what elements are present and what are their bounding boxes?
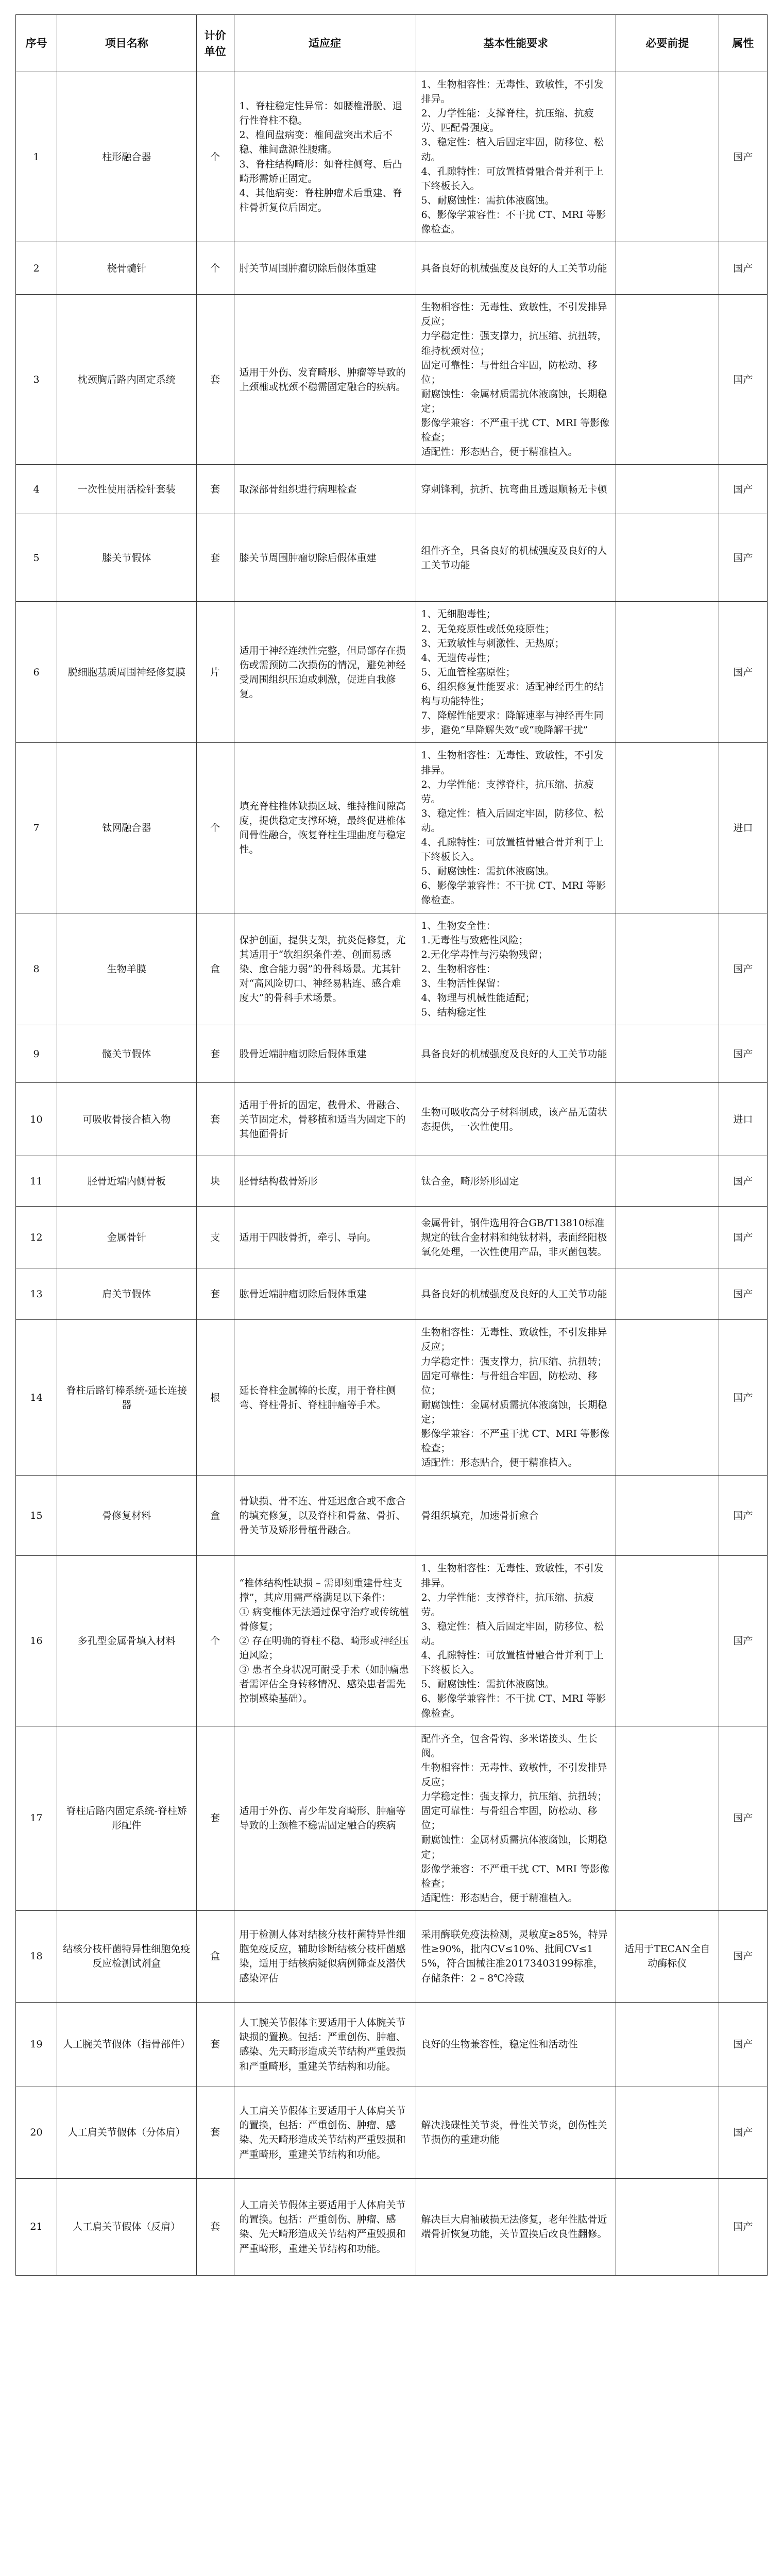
cell-indication (234, 2087, 416, 2178)
cell-requirements-line: 6、影像学兼容性：不干扰 CT、MRI 等影像检查。 (421, 1693, 606, 1719)
cell-unit: 个 (196, 743, 234, 913)
table-row (16, 602, 768, 743)
cell-attr: 国产 (719, 1726, 767, 1910)
cell-unit: 套 (196, 1083, 234, 1156)
cell-prereq (616, 1268, 719, 1320)
cell-indication (234, 1476, 416, 1556)
cell-name: 人工肩关节假体（反肩） (57, 2178, 197, 2275)
cell-attr: 国产 (719, 913, 767, 1025)
cell-name: 金属骨针 (57, 1207, 197, 1268)
cell-name: 脊柱后路内固定系统-脊柱矫形配件 (57, 1726, 197, 1910)
cell-prereq (616, 602, 719, 743)
cell-requirements (416, 242, 616, 295)
cell-requirements-line: 4、孔隙特性：可放置植骨融合骨并利于上下终板长入。 (421, 1650, 604, 1676)
cell-requirements-line: 组件齐全，具备良好的机械强度及良好的人工关节功能 (421, 545, 607, 571)
cell-attr: 国产 (719, 1207, 767, 1268)
header-attr: 属性 (719, 15, 767, 72)
cell-name: 可吸收骨接合植入物 (57, 1083, 197, 1156)
cell-attr: 国产 (719, 2087, 767, 2178)
cell-requirements-line: 1、生物相容性：无毒性、致敏性，不引发排异。 (421, 1563, 604, 1589)
cell-indication (234, 242, 416, 295)
cell-attr: 国产 (719, 1476, 767, 1556)
cell-attr: 国产 (719, 465, 767, 514)
cell-prereq (616, 743, 719, 913)
cell-seq: 12 (16, 1207, 57, 1268)
cell-requirements-line: 1、生物相容性：无毒性、致敏性，不引发排异。 (421, 79, 604, 105)
cell-name: 脊柱后路钉棒系统-延长连接器 (57, 1320, 197, 1476)
table-row (16, 1207, 768, 1268)
cell-prereq (616, 1207, 719, 1268)
cell-requirements-line: 4、物理与机械性能适配； (421, 992, 535, 1004)
cell-name: 骨修复材料 (57, 1476, 197, 1556)
header-name: 项目名称 (57, 15, 197, 72)
table-row (16, 465, 768, 514)
cell-name: 结核分枝杆菌特异性细胞免疫反应检测试剂盒 (57, 1910, 197, 2002)
cell-requirements (416, 1207, 616, 1268)
cell-seq: 7 (16, 743, 57, 913)
cell-seq: 2 (16, 242, 57, 295)
cell-indication-line: 适用于骨折的固定，截骨术、骨融合、关节固定术，骨移植和适当为固定下的其他面骨折 (239, 1099, 406, 1140)
cell-requirements (416, 1476, 616, 1556)
cell-requirements-line: 5、结构稳定性 (421, 1007, 486, 1019)
cell-unit: 块 (196, 1156, 234, 1207)
cell-indication-line: 肱骨近端肿瘤切除后假体重建 (239, 1288, 367, 1300)
cell-requirements-line: 2.无化学毒性与污染物残留； (421, 948, 548, 960)
cell-prereq (616, 1156, 719, 1207)
cell-unit: 套 (196, 514, 234, 602)
cell-unit: 套 (196, 2178, 234, 2275)
cell-requirements (416, 1083, 616, 1156)
table-row (16, 242, 768, 295)
cell-requirements (416, 913, 616, 1025)
cell-indication (234, 913, 416, 1025)
cell-requirements-line: 骨组织填充，加速骨折愈合 (421, 1510, 539, 1521)
cell-indication-line: 适用于神经连续性完整，但局部存在损伤或需预防二次损伤的情况，避免神经受周围组织压迫或刺激，促进自我修复。 (239, 645, 406, 700)
cell-prereq (616, 2002, 719, 2087)
cell-prereq (616, 2087, 719, 2178)
cell-indication (234, 1556, 416, 1726)
cell-requirements-line: 解决浅碟性关节炎，骨性关节炎，创伤性关节损伤的重建功能 (421, 2120, 607, 2146)
cell-attr: 国产 (719, 72, 767, 242)
cell-requirements-line: 2、无免疫原性或低免疫原性； (421, 623, 555, 635)
cell-indication-line: 2、椎间盘病变：椎间盘突出术后不稳、椎间盘源性腰痛。 (239, 129, 393, 156)
table-row (16, 1083, 768, 1156)
cell-requirements-line: 3、稳定性：植入后固定牢固，防移位、松动。 (421, 1620, 604, 1647)
cell-requirements-line: 5、耐腐蚀性：需抗体液腐蚀。 (421, 866, 555, 877)
cell-seq: 10 (16, 1083, 57, 1156)
cell-indication-line: 胫骨结构截骨矫形 (239, 1175, 318, 1187)
cell-name: 膝关节假体 (57, 514, 197, 602)
cell-indication-line: 适用于外伤、发育畸形、肿瘤等导致的上颈椎或枕颈不稳需固定融合的疾病。 (239, 366, 406, 393)
cell-indication-line: 膝关节周围肿瘤切除后假体重建 (239, 552, 377, 564)
cell-requirements-line: 5、无血管栓塞原性； (421, 666, 516, 678)
table-row (16, 1476, 768, 1556)
cell-requirements (416, 602, 616, 743)
cell-requirements-line: 6、组织修复性能要求：适配神经再生的结构与功能特性； (421, 681, 604, 707)
cell-indication (234, 465, 416, 514)
cell-requirements-line: 5、耐腐蚀性：需抗体液腐蚀。 (421, 194, 555, 206)
cell-name: 胫骨近端内侧骨板 (57, 1156, 197, 1207)
cell-prereq (616, 1726, 719, 1910)
cell-name: 肩关节假体 (57, 1268, 197, 1320)
cell-requirements-line: 固定可靠性：与骨组合牢固，防松动、移位； (421, 359, 598, 385)
cell-requirements-line: 3、生物活性保留： (421, 978, 506, 990)
cell-indication (234, 1910, 416, 2002)
cell-requirements-line: 2、力学性能：支撑脊柱，抗压缩、抗疲劳。 (421, 1591, 594, 1618)
cell-prereq (616, 913, 719, 1025)
cell-name: 髋关节假体 (57, 1025, 197, 1083)
header-indication: 适应症 (234, 15, 416, 72)
cell-unit: 个 (196, 72, 234, 242)
cell-indication-line: 取深部骨组织进行病理检查 (239, 483, 357, 495)
header-requirements: 基本性能要求 (416, 15, 616, 72)
cell-seq: 18 (16, 1910, 57, 2002)
cell-prereq (616, 2178, 719, 2275)
cell-requirements-line: 影像学兼容：不严重干扰 CT、MRI 等影像检查； (421, 417, 610, 444)
cell-requirements (416, 1156, 616, 1207)
cell-requirements (416, 2087, 616, 2178)
cell-requirements (416, 2002, 616, 2087)
cell-seq: 11 (16, 1156, 57, 1207)
cell-unit: 套 (196, 2087, 234, 2178)
cell-attr: 国产 (719, 602, 767, 743)
cell-attr: 国产 (719, 242, 767, 295)
cell-prereq (616, 514, 719, 602)
cell-unit: 盒 (196, 1476, 234, 1556)
cell-attr: 国产 (719, 2002, 767, 2087)
cell-prereq (616, 242, 719, 295)
cell-requirements-line: 具备良好的机械强度及良好的人工关节功能 (421, 1288, 607, 1300)
cell-requirements-line: 穿刺锋利，抗折、抗弯曲且透退顺畅无卡顿 (421, 483, 607, 495)
cell-requirements-line: 固定可靠性：与骨组合牢固，防松动、移位； (421, 1805, 598, 1832)
cell-unit: 套 (196, 465, 234, 514)
cell-requirements-line: 2、力学性能：支撑脊柱，抗压缩、抗疲劳、匹配骨强度。 (421, 108, 594, 134)
cell-requirements (416, 1726, 616, 1910)
cell-requirements-line: 耐腐蚀性：金属材质需抗体液腐蚀，长期稳定； (421, 1399, 607, 1426)
cell-requirements-line: 生物相容性：无毒性、致敏性，不引发排异反应； (421, 1327, 607, 1353)
cell-seq: 3 (16, 295, 57, 465)
cell-prereq (616, 72, 719, 242)
cell-unit: 套 (196, 1268, 234, 1320)
cell-seq: 14 (16, 1320, 57, 1476)
cell-indication-line: 用于检测人体对结核分枝杆菌特异性细胞免疫反应，辅助诊断结核分枝杆菌感染，适用于结核病疑似病例筛查及潜伏感染评估 (239, 1929, 406, 1984)
cell-unit: 套 (196, 2002, 234, 2087)
cell-requirements (416, 295, 616, 465)
cell-name: 人工腕关节假体（指骨部件） (57, 2002, 197, 2087)
cell-requirements-line: 6、影像学兼容性：不干扰 CT、MRI 等影像检查。 (421, 209, 606, 235)
cell-name: 桡骨髓针 (57, 242, 197, 295)
cell-seq: 1 (16, 72, 57, 242)
cell-requirements-line: 采用酶联免疫法检测，灵敏度≥85%，特异性≥90%，批内CV≤10%、批间CV≤15%，符合国械注准20173403199标准，存储条件：2 – 8℃冷藏 (421, 1929, 608, 1984)
cell-unit: 片 (196, 602, 234, 743)
cell-requirements (416, 743, 616, 913)
cell-seq: 13 (16, 1268, 57, 1320)
cell-requirements-line: 解决巨大肩袖破损无法修复，老年性肱骨近端骨折恢复功能，关节置换后改良性翻修。 (421, 2214, 607, 2240)
cell-requirements-line: 钛合金，畸形矫形固定 (421, 1175, 519, 1187)
cell-unit: 个 (196, 242, 234, 295)
table-row (16, 2087, 768, 2178)
cell-requirements-line: 良好的生物兼容性，稳定性和活动性 (421, 2039, 578, 2050)
cell-attr: 国产 (719, 1556, 767, 1726)
table-row (16, 2178, 768, 2275)
table-body (16, 72, 768, 2276)
cell-name: 一次性使用活检针套装 (57, 465, 197, 514)
cell-requirements-line: 2、生物相容性： (421, 963, 496, 975)
cell-seq: 8 (16, 913, 57, 1025)
cell-name: 脱细胞基质周围神经修复膜 (57, 602, 197, 743)
cell-indication (234, 295, 416, 465)
cell-attr: 国产 (719, 1025, 767, 1083)
cell-seq: 6 (16, 602, 57, 743)
cell-name: 人工肩关节假体（分体肩） (57, 2087, 197, 2178)
cell-indication-line: ③ 患者全身状况可耐受手术（如肿瘤患者需评估全身转移情况、感染患者需先控制感染基础）。 (239, 1664, 409, 1705)
cell-requirements-line: 影像学兼容：不严重干扰 CT、MRI 等影像检查； (421, 1863, 610, 1889)
materials-table (15, 14, 768, 2276)
header-seq: 序号 (16, 15, 57, 72)
cell-prereq (616, 1025, 719, 1083)
cell-prereq (616, 1083, 719, 1156)
cell-indication-line: 适用于四肢骨折，牵引、导向。 (239, 1231, 377, 1243)
table-row (16, 1726, 768, 1910)
cell-requirements-line: 1、无细胞毒性； (421, 608, 496, 620)
table-row (16, 295, 768, 465)
cell-indication-line: “椎体结构性缺损 – 需即刻重建骨柱支撑”，其应用需严格满足以下条件： (239, 1577, 402, 1603)
cell-unit: 支 (196, 1207, 234, 1268)
cell-prereq: 适用于TECAN全自动酶标仪 (616, 1910, 719, 2002)
cell-requirements-line: 具备良好的机械强度及良好的人工关节功能 (421, 1048, 607, 1060)
cell-indication (234, 1726, 416, 1910)
cell-indication-line: 人工肩关节假体主要适用于人体肩关节的置换。包括：严重创伤、肿瘤、感染、先天畸形造成关节结构严重毁损和严重畸形，重建关节结构和功能。 (239, 2199, 406, 2255)
cell-requirements-line: 生物相容性：无毒性、致敏性，不引发排异反应； (421, 301, 607, 328)
cell-prereq (616, 465, 719, 514)
cell-indication (234, 2178, 416, 2275)
cell-indication (234, 1083, 416, 1156)
cell-requirements-line: 力学稳定性：强支撑力，抗压缩、抗扭转，维持枕颈对位； (421, 330, 607, 357)
cell-indication (234, 2002, 416, 2087)
cell-seq: 19 (16, 2002, 57, 2087)
table-row (16, 913, 768, 1025)
cell-requirements (416, 2178, 616, 2275)
cell-requirements-line: 2、力学性能：支撑脊柱，抗压缩、抗疲劳。 (421, 778, 594, 805)
cell-indication (234, 1268, 416, 1320)
cell-unit: 套 (196, 1726, 234, 1910)
cell-prereq (616, 1556, 719, 1726)
cell-requirements-line: 7、降解性能要求：降解速率与神经再生同步，避免“早降解失效”或“晚降解干扰” (421, 710, 604, 736)
cell-indication-line: 延长脊柱金属棒的长度，用于脊柱侧弯、脊柱骨折、脊柱肿瘤等手术。 (239, 1384, 396, 1411)
cell-seq: 17 (16, 1726, 57, 1910)
cell-indication-line: 填充脊柱椎体缺损区域、维持椎间隙高度，提供稳定支撑环境，最终促进椎体间骨性融合，恢复脊柱生理曲度与稳定性。 (239, 800, 406, 856)
cell-requirements-line: 生物相容性：无毒性、致敏性，不引发排异反应； (421, 1761, 607, 1788)
cell-name: 生物羊膜 (57, 913, 197, 1025)
cell-requirements-line: 1.无毒性与致癌性风险； (421, 934, 529, 946)
table-row (16, 743, 768, 913)
table-row (16, 1268, 768, 1320)
cell-prereq (616, 1476, 719, 1556)
cell-indication-line: ① 病变椎体无法通过保守治疗或传统植骨修复； (239, 1606, 409, 1632)
cell-seq: 4 (16, 465, 57, 514)
cell-name: 钛网融合器 (57, 743, 197, 913)
cell-requirements-line: 配件齐全，包含骨钩、多米诺接头、生长阀。 (421, 1733, 598, 1759)
cell-unit: 套 (196, 295, 234, 465)
cell-requirements-line: 力学稳定性：强支撑力，抗压缩、抗扭转； (421, 1791, 607, 1803)
cell-requirements-line: 4、孔隙特性：可放置植骨融合骨并利于上下终板长入。 (421, 165, 604, 192)
cell-requirements-line: 1、生物相容性：无毒性、致敏性，不引发排异。 (421, 750, 604, 776)
cell-indication-line: 1、脊柱稳定性异常：如腰椎滑脱、退行性脊柱不稳。 (239, 100, 402, 127)
cell-seq: 20 (16, 2087, 57, 2178)
cell-requirements-line: 力学稳定性：强支撑力，抗压缩、抗扭转； (421, 1355, 607, 1367)
table-row (16, 72, 768, 242)
cell-unit: 盒 (196, 1910, 234, 2002)
cell-requirements-line: 3、稳定性：植入后固定牢固，防移位、松动。 (421, 807, 604, 834)
cell-requirements-line: 影像学兼容：不严重干扰 CT、MRI 等影像检查； (421, 1428, 610, 1454)
cell-attr: 国产 (719, 1268, 767, 1320)
cell-attr: 国产 (719, 295, 767, 465)
header-unit: 计价单位 (196, 15, 234, 72)
cell-requirements (416, 1268, 616, 1320)
table-row (16, 514, 768, 602)
cell-requirements-line: 6、影像学兼容性：不干扰 CT、MRI 等影像检查。 (421, 880, 606, 906)
cell-requirements-line: 金属骨针，钢件选用符合GB/T13810标准规定的钛合金材料和纯钛材料，表面经阳极氧化处理，一次性使用产品，非灭菌包装。 (421, 1217, 607, 1258)
cell-unit: 根 (196, 1320, 234, 1476)
cell-indication-line: 肘关节周围肿瘤切除后假体重建 (239, 262, 377, 274)
cell-unit: 个 (196, 1556, 234, 1726)
table-row (16, 1025, 768, 1083)
cell-attr: 国产 (719, 2178, 767, 2275)
cell-requirements (416, 1025, 616, 1083)
cell-requirements-line: 适配性：形态贴合，便于精准植入。 (421, 1892, 578, 1904)
cell-indication (234, 72, 416, 242)
cell-unit: 盒 (196, 913, 234, 1025)
table-row (16, 1556, 768, 1726)
cell-seq: 15 (16, 1476, 57, 1556)
cell-attr: 进口 (719, 1083, 767, 1156)
cell-requirements (416, 465, 616, 514)
cell-indication-line: 人工肩关节假体主要适用于人体肩关节的置换，包括：严重创伤、肿瘤、感染、先天畸形造成关节结构严重毁损和严重畸形，重建关节结构和功能。 (239, 2105, 406, 2160)
cell-indication-line: 适用于外伤、青少年发育畸形、肿瘤等导致的上颈椎不稳需固定融合的疾病 (239, 1805, 406, 1832)
cell-indication-line: 骨缺损、骨不连、骨延迟愈合或不愈合的填充修复，以及脊柱和骨盆、骨折、骨关节及矫形骨植骨融合。 (239, 1495, 406, 1536)
cell-attr: 国产 (719, 1910, 767, 2002)
cell-requirements (416, 514, 616, 602)
cell-seq: 16 (16, 1556, 57, 1726)
cell-requirements (416, 1320, 616, 1476)
cell-indication (234, 743, 416, 913)
cell-requirements-line: 固定可靠性：与骨组合牢固，防松动、移位； (421, 1370, 598, 1396)
cell-requirements-line: 生物可吸收高分子材料制成，该产品无菌状态提供，一次性使用。 (421, 1106, 607, 1132)
cell-indication (234, 1320, 416, 1476)
header-row (16, 15, 768, 72)
cell-indication-line: 3、脊柱结构畸形：如脊柱侧弯、后凸畸形需矫正固定。 (239, 158, 402, 184)
table-row (16, 2002, 768, 2087)
cell-requirements-line: 5、耐腐蚀性：需抗体液腐蚀。 (421, 1679, 555, 1690)
cell-indication-line: 股骨近端肿瘤切除后假体重建 (239, 1048, 367, 1060)
cell-indication-line: 保护创面，提供支架，抗炎促修复，尤其适用于“软组织条件差、创面易感染、愈合能力弱”的骨科场景。尤其针对“高风险切口、神经易粘连、感合难度大”的骨科手术场景。 (239, 934, 406, 1004)
cell-requirements-line: 适配性：形态贴合，便于精准植入。 (421, 1457, 578, 1469)
cell-indication-line: 人工腕关节假体主要适用于人体腕关节缺损的置换。包括：严重创伤、肿瘤、感染、先天畸形造成关节结构严重毁损和严重畸形，重建关节结构和功能。 (239, 2017, 406, 2072)
cell-name: 柱形融合器 (57, 72, 197, 242)
cell-seq: 5 (16, 514, 57, 602)
cell-requirements-line: 3、稳定性：植入后固定牢固，防移位、松动。 (421, 137, 604, 163)
cell-name: 枕颈胸后路内固定系统 (57, 295, 197, 465)
cell-attr: 进口 (719, 743, 767, 913)
cell-indication (234, 1025, 416, 1083)
cell-attr: 国产 (719, 514, 767, 602)
cell-prereq (616, 295, 719, 465)
cell-requirements-line: 3、无致敏性与刺激性、无热原； (421, 637, 565, 649)
cell-indication-line: ② 存在明确的脊柱不稳、畸形或神经压迫风险； (239, 1635, 409, 1662)
cell-seq: 21 (16, 2178, 57, 2275)
cell-requirements (416, 1910, 616, 2002)
cell-unit: 套 (196, 1025, 234, 1083)
cell-indication (234, 1156, 416, 1207)
cell-requirements-line: 耐腐蚀性：金属材质需抗体液腐蚀，长期稳定； (421, 1834, 607, 1860)
cell-prereq (616, 1320, 719, 1476)
cell-requirements-line: 适配性：形态贴合，便于精准植入。 (421, 446, 578, 458)
cell-indication-line: 4、其他病变：脊柱肿瘤术后重建、脊柱骨折复位后固定。 (239, 187, 402, 213)
cell-indication (234, 514, 416, 602)
cell-attr: 国产 (719, 1156, 767, 1207)
cell-indication (234, 1207, 416, 1268)
cell-requirements-line: 耐腐蚀性：金属材质需抗体液腐蚀，长期稳定； (421, 388, 607, 414)
header-prereq: 必要前提 (616, 15, 719, 72)
table-row (16, 1320, 768, 1476)
cell-requirements-line: 4、无遗传毒性； (421, 652, 496, 664)
cell-name: 多孔型金属骨填入材料 (57, 1556, 197, 1726)
cell-requirements (416, 72, 616, 242)
cell-seq: 9 (16, 1025, 57, 1083)
cell-attr: 国产 (719, 1320, 767, 1476)
table-row (16, 1156, 768, 1207)
cell-requirements (416, 1556, 616, 1726)
cell-indication (234, 602, 416, 743)
table-row (16, 1910, 768, 2002)
cell-requirements-line: 4、孔隙特性：可放置植骨融合骨并利于上下终板长入。 (421, 837, 604, 863)
cell-requirements-line: 1、生物安全性： (421, 920, 496, 931)
cell-requirements-line: 具备良好的机械强度及良好的人工关节功能 (421, 262, 607, 274)
